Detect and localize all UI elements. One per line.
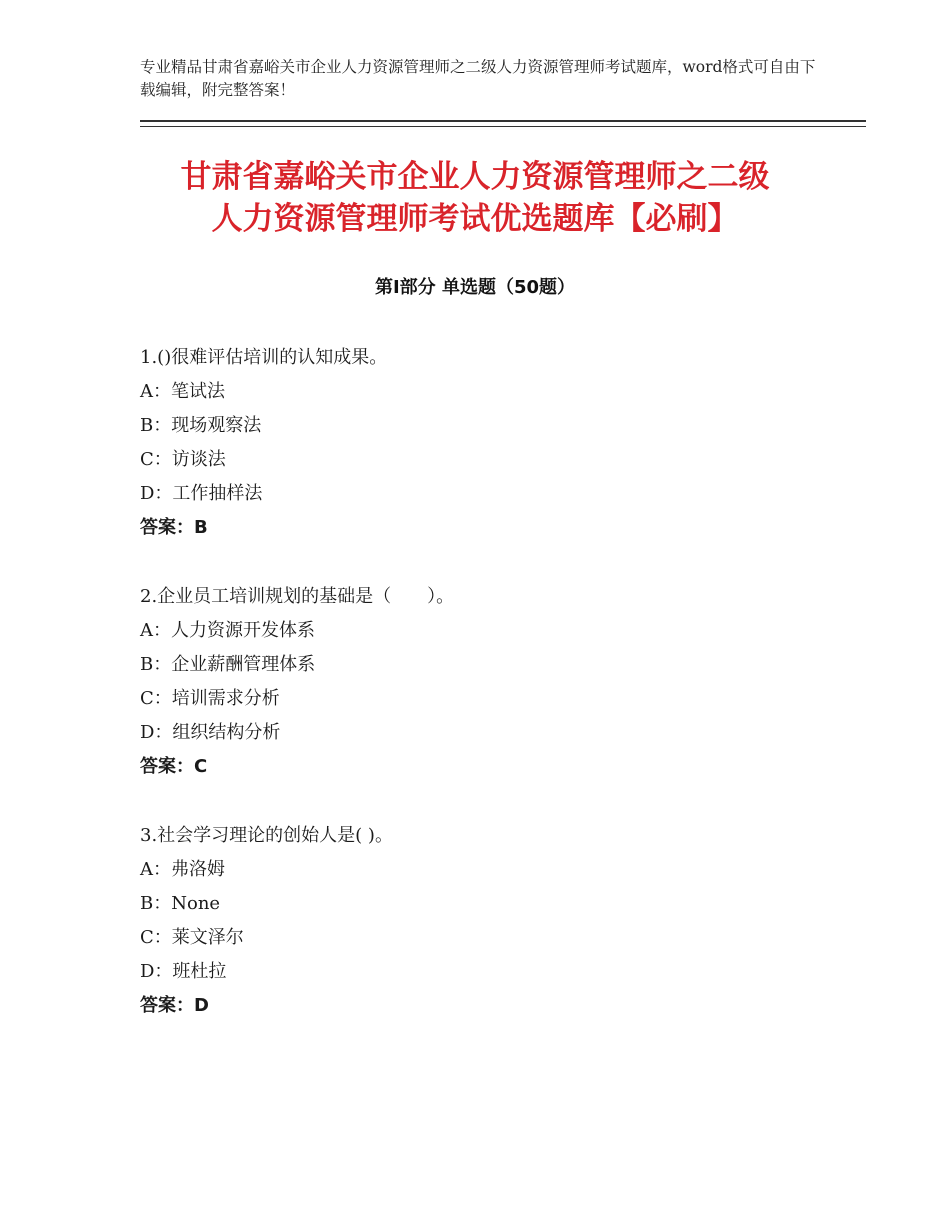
question-stem: 2.企业员工培训规划的基础是（ ）。 [140, 586, 455, 607]
answer-line: 答案：C [140, 756, 208, 777]
document-title-line-2: 人力资源管理师考试优选题库【必刷】 [211, 201, 739, 237]
document-title [100, 156, 850, 240]
option-a: A：笔试法 [140, 381, 225, 402]
option-b: B：None [140, 893, 221, 914]
option-b: B：现场观察法 [140, 415, 262, 436]
document-title-line-1: 甘肃省嘉峪关市企业人力资源管理师之二级 [180, 159, 770, 195]
option-d: D：工作抽样法 [140, 483, 263, 504]
question-1 [140, 341, 840, 545]
option-d: D：班杜拉 [140, 961, 227, 982]
option-c: C：莱文泽尔 [140, 927, 244, 948]
option-d: D：组织结构分析 [140, 722, 281, 743]
option-b: B：企业薪酬管理体系 [140, 654, 316, 675]
question-2 [140, 580, 840, 784]
option-a: A：弗洛姆 [140, 859, 225, 880]
option-a: A：人力资源开发体系 [140, 620, 315, 641]
header-note: 专业精品甘肃省嘉峪关市企业人力资源管理师之二级人力资源管理师考试题库，word格式可自由下载编辑，附完整答案！ [140, 58, 816, 99]
section-heading: 第Ⅰ部分 单选题（50题） [374, 277, 575, 298]
option-c: C：访谈法 [140, 449, 226, 470]
question-3 [140, 819, 840, 1023]
header-divider [140, 120, 866, 127]
question-stem: 3.社会学习理论的创始人是( )。 [140, 825, 393, 846]
question-stem: 1.()很难评估培训的认知成果。 [140, 347, 388, 368]
answer-line: 答案：D [140, 995, 209, 1016]
answer-line: 答案：B [140, 517, 208, 538]
option-c: C：培训需求分析 [140, 688, 280, 709]
